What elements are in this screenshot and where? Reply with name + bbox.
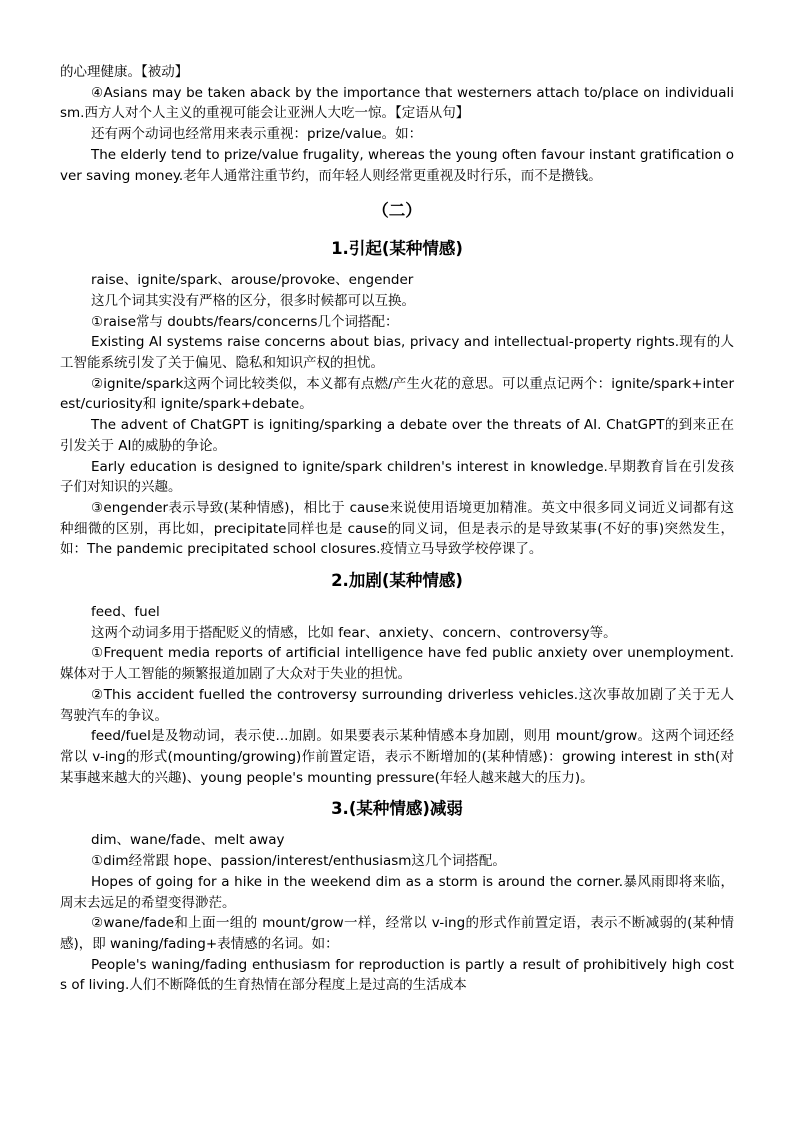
section-heading: 2.加剧(某种情感) (331, 571, 463, 591)
paragraph: Hopes of going for a hike in the weekend dim as a storm is around the corner.暴风雨即将来临，周末去远足的希望变得渺茫。 (60, 873, 734, 911)
paragraph: ②This accident fuelled the controversy surrounding driverless vehicles.这次事故加剧了关于无人驾驶汽车的争议。 (60, 686, 734, 724)
paragraph: 还有两个动词也经常用来表示重视：prize/value。如： (91, 126, 423, 143)
paragraph: The elderly tend to prize/value frugality, whereas the young often favour instant gratification over saving money.老年人通常注重节约，而年轻人则经常更重视及时行乐，而不是攒钱。 (60, 146, 734, 184)
paragraph: feed、fuel (91, 604, 160, 621)
document-page (60, 62, 734, 996)
paragraph: ②ignite/spark这两个词比较类似，本义都有点燃/产生火花的意思。可以重点记两个：ignite/spark+interest/curiosity和 ignite/spark+debate。 (60, 375, 734, 413)
paragraph: ②wane/fade和上面一组的 mount/grow一样，经常以 v-ing的形式作前置定语，表示不断减弱的(某种情感)，即 waning/fading+表情感的名词。如： (60, 915, 734, 952)
paragraph: ①Frequent media reports of artificial intelligence have fed public anxiety over unemployment.媒体对于人工智能的频繁报道加剧了大众对于失业的担忧。 (60, 645, 734, 683)
section-heading: 1.引起(某种情感) (331, 239, 463, 259)
section-heading: 3.(某种情感)减弱 (331, 799, 463, 819)
paragraph: ③engender表示导致(某种情感)，相比于 cause来说使用语境更加精准。英文中很多同义词近义词都有这种细微的区别，再比如，precipitate同样也是 cause的同义词，但是表示的是导致某事(不好的事)突然发生，如：The pandemic precipitated school closures.疫情立马导致学校停课了。 (60, 499, 734, 558)
paragraph: ④Asians may be taken aback by the importance that westerners attach to/place on individualism.西方人对个人主义的重视可能会让亚洲人大吃一惊。【定语从句】 (60, 84, 734, 122)
paragraph: raise、ignite/spark、arouse/provoke、engender (91, 272, 414, 289)
paragraph: The advent of ChatGPT is igniting/sparking a debate over the threats of AI. ChatGPT的到来正在引发关于 AI的威胁的争论。 (60, 417, 734, 454)
section-title: （二） (372, 201, 422, 221)
paragraph: dim、wane/fade、melt away (91, 832, 285, 849)
paragraph: Early education is designed to ignite/spark children's interest in knowledge.早期教育旨在引发孩子们对知识的兴趣。 (60, 458, 734, 496)
paragraph: ①dim经常跟 hope、passion/interest/enthusiasm这几个词搭配。 (91, 853, 506, 870)
paragraph: People's waning/fading enthusiasm for reproduction is partly a result of prohibitively high costs of living.人们不断降低的生育热情在部分程度上是过高的生活成本 (60, 956, 734, 994)
paragraph: 这几个词其实没有严格的区分，很多时候都可以互换。 (91, 292, 415, 309)
paragraph: 的心理健康。【被动】 (60, 64, 189, 80)
paragraph: Existing AI systems raise concerns about bias, privacy and intellectual-property rights.现有的人工智能系统引发了关于偏见、隐私和知识产权的担忧。 (60, 334, 734, 372)
paragraph: feed/fuel是及物动词，表示使...加剧。如果要表示某种情感本身加剧，则用 mount/grow。这两个词还经常以 v-ing的形式(mounting/growing)作前置定语，表示不断增加的(某种情感)：growing interest in sth(对某事越来越大的兴趣)、young people's mounting pressure(年轻人越来越大的压力)。 (60, 728, 734, 786)
paragraph: ①raise常与 doubts/fears/concerns几个词搭配： (91, 313, 399, 330)
paragraph: 这两个动词多用于搭配贬义的情感，比如 fear、anxiety、concern、controversy等。 (91, 624, 617, 641)
